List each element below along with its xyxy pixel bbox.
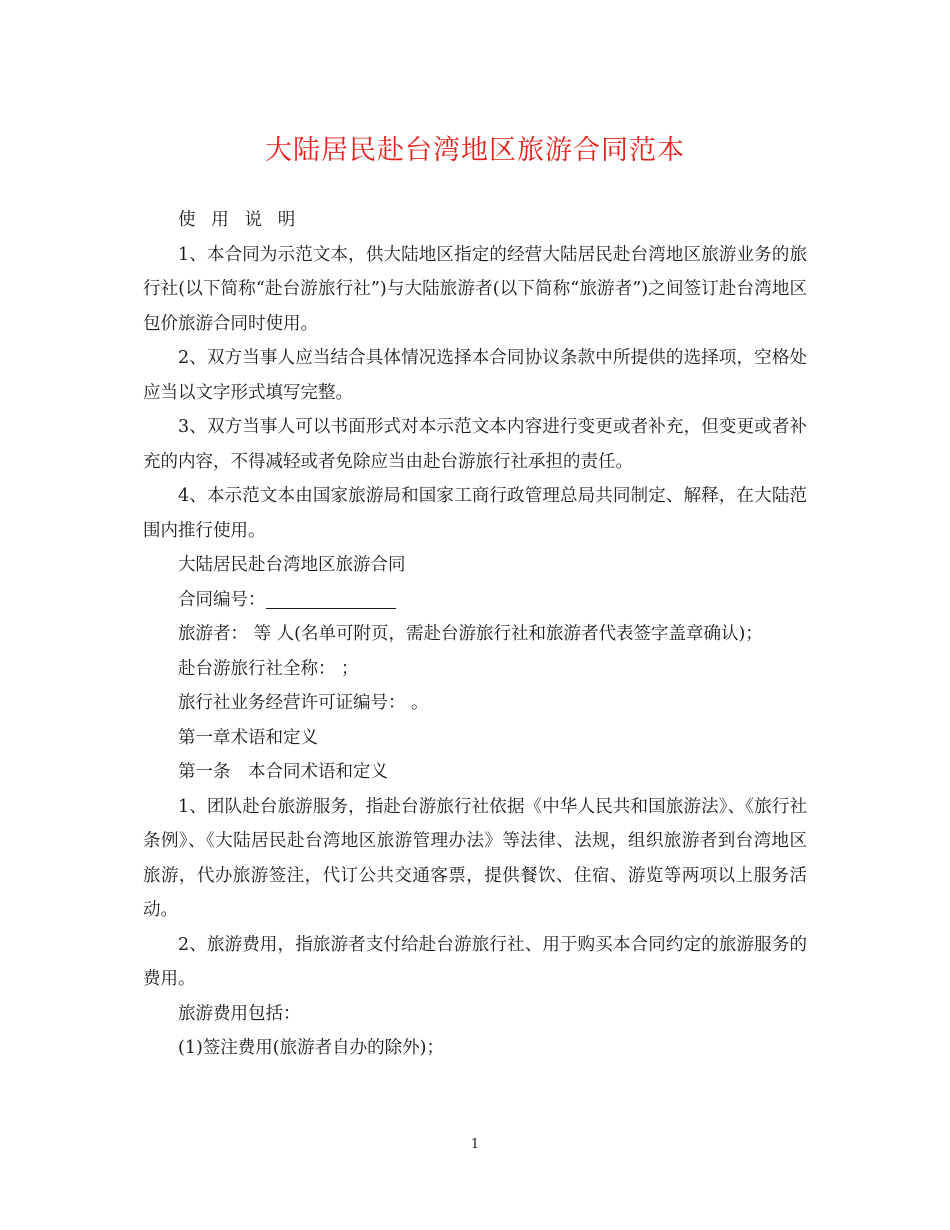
document-body [143, 203, 807, 1066]
paragraph-4: 4、本示范文本由国家旅游局和国家工商行政管理总局共同制定、解释，在大陆范围内推行使用。 [143, 486, 807, 541]
article-heading: 第一条 本合同术语和定义 [178, 762, 388, 782]
license-number-line: 旅行社业务经营许可证编号： 。 [178, 693, 429, 713]
contract-number-blank [266, 586, 396, 609]
instructions-heading: 使用说明 [178, 210, 311, 230]
definition-1: 1、团队赴台旅游服务，指赴台游旅行社依据《中华人民共和国旅游法》、《旅行社条例》、《大陆居民赴台湾地区旅游管理办法》等法律、法规，组织旅游者到台湾地区旅游，代办旅游签注，代订公共交通客票，提供餐饮、住宿、游览等两项以上服务活动。 [143, 796, 807, 920]
paragraph-1: 1、本合同为示范文本，供大陆地区指定的经营大陆居民赴台湾地区旅游业务的旅行社(以下简称“赴台游旅行社”)与大陆旅游者(以下简称“旅游者”)之间签订赴台湾地区包价旅游合同时使用。 [143, 244, 807, 334]
contract-number-line [143, 583, 807, 618]
document-title: 大陆居民赴台湾地区旅游合同范本 [265, 135, 685, 166]
fees-include-line: 旅游费用包括： [178, 1003, 301, 1024]
chapter-heading: 第一章术语和定义 [178, 727, 318, 748]
page-number: 1 [470, 1137, 480, 1152]
contract-heading: 大陆居民赴台湾地区旅游合同 [178, 555, 406, 575]
paragraph-2: 2、双方当事人应当结合具体情况选择本合同协议条款中所提供的选择项，空格处应当以文字形式填写完整。 [143, 348, 807, 403]
contract-number-label: 合同编号： [178, 589, 266, 610]
travelers-line: 旅游者： 等 人(名单可附页，需赴台游旅行社和旅游者代表签字盖章确认)； [178, 624, 763, 644]
agency-name-line: 赴台游旅行社全称： ； [178, 658, 359, 679]
paragraph-3: 3、双方当事人可以书面形式对本示范文本内容进行变更或者补充，但变更或者补充的内容，不得减轻或者免除应当由赴台游旅行社承担的责任。 [143, 417, 807, 472]
definition-2: 2、旅游费用，指旅游者支付给赴台游旅行社、用于购买本合同约定的旅游服务的费用。 [143, 934, 807, 989]
fee-item-1: (1)签注费用(旅游者自办的除外)； [178, 1038, 444, 1058]
